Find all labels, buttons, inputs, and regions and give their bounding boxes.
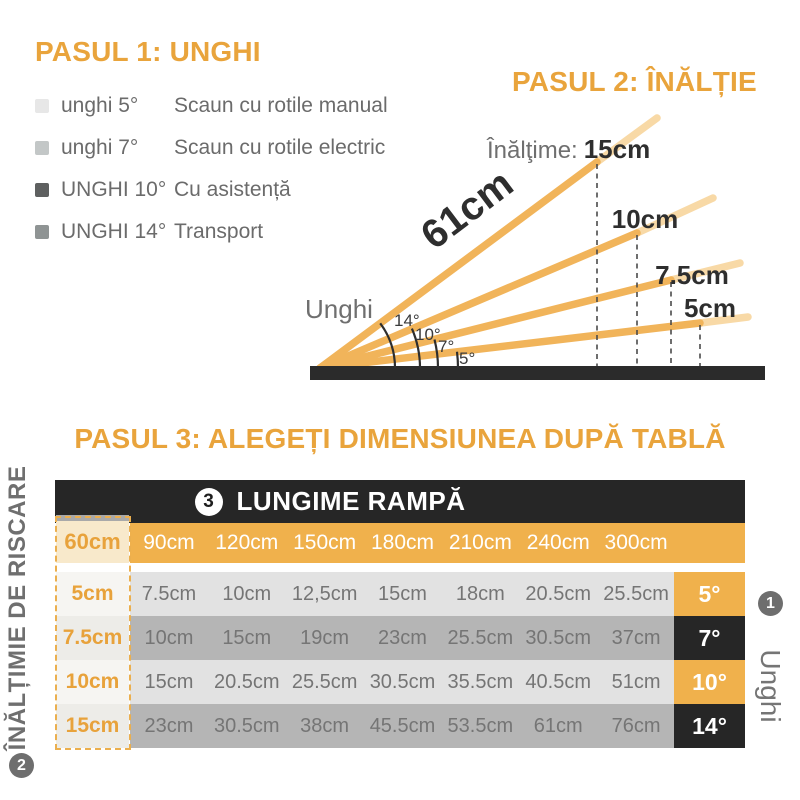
badge-2-number: 2	[17, 756, 26, 774]
height-cell-7-5cm: 7.5cm	[56, 616, 129, 660]
cell: 30.5cm	[369, 670, 436, 693]
cell: 76cm	[611, 714, 661, 737]
legend-angle-label: unghi 5°	[61, 94, 139, 117]
angle-cell-10deg: 10°	[674, 660, 745, 704]
badge-3-icon	[195, 488, 223, 516]
table-row-10deg	[130, 660, 675, 704]
legend-desc: Scaun cu rotile manual	[174, 94, 388, 117]
angle-arc-5deg	[457, 352, 458, 368]
badge-3-number: 3	[203, 490, 214, 512]
arc-label-7deg: 7°	[438, 337, 455, 356]
cell: 53.5cm	[447, 714, 514, 737]
table-header-bar	[55, 480, 745, 523]
table-row-5deg	[130, 572, 675, 616]
legend-angle-label: UNGHI 14°	[61, 220, 167, 243]
legend-desc: Scaun cu rotile electric	[174, 136, 386, 159]
cell: 51cm	[611, 670, 661, 693]
angle-word-label: Unghi	[305, 294, 373, 324]
cell: 35.5cm	[447, 670, 514, 693]
height-callout-value: 15cm	[583, 134, 651, 164]
col-header: 150cm	[293, 531, 357, 554]
cell: 10cm	[144, 626, 194, 649]
table-row-14deg	[130, 704, 675, 748]
cell: 10cm	[222, 582, 272, 605]
badge-1-number: 1	[766, 594, 775, 612]
legend-angle-label: unghi 7°	[61, 136, 139, 159]
step1-title: PASUL 1: UNGHI	[35, 36, 261, 67]
col-header: 90cm	[143, 531, 195, 554]
col-header: 120cm	[215, 531, 279, 554]
ramp-angle-diagram	[280, 80, 800, 390]
height-label-5cm: 5cm	[683, 293, 737, 323]
left-axis-label: ÎNĂLȚIMIE DE RISCARE	[4, 465, 31, 751]
cell: 61cm	[533, 714, 583, 737]
col-header: 210cm	[448, 531, 512, 554]
swatch-7deg-icon	[35, 141, 49, 155]
cell: 20.5cm	[525, 582, 591, 605]
cell: 30.5cm	[213, 714, 280, 737]
cell: 19cm	[300, 626, 350, 649]
col-header: 300cm	[604, 531, 668, 554]
height-callout	[486, 134, 650, 164]
legend-desc: Cu asistență	[174, 178, 291, 201]
step3-title: PASUL 3: ALEGEȚI DIMENSIUNEA DUPĂ TABLĂ	[74, 423, 726, 454]
cell: 23cm	[378, 626, 427, 649]
step2-title: PASUL 2: ÎNĂLȚIE	[512, 66, 757, 97]
cell: 23cm	[144, 714, 194, 737]
col-header: 180cm	[370, 531, 434, 554]
angle-cell-7deg: 7°	[674, 616, 745, 660]
cell: 15cm	[144, 670, 194, 693]
height-label-7-5cm: 7.5cm	[655, 260, 729, 290]
arc-label-10deg: 10°	[415, 325, 441, 344]
height-cell-15cm: 15cm	[56, 704, 129, 748]
height-cell-10cm: 10cm	[56, 660, 129, 704]
cell: 25.5cm	[291, 670, 358, 693]
ground-bar	[310, 366, 765, 380]
badge-2-icon	[9, 753, 34, 778]
cell: 45.5cm	[369, 714, 436, 737]
cell: 38cm	[300, 714, 350, 737]
swatch-5deg-icon	[35, 99, 49, 113]
right-axis-label: Unghi	[755, 649, 786, 723]
height-callout-label: Înălţime:	[487, 137, 578, 164]
height-cell-5cm: 5cm	[56, 572, 129, 616]
swatch-10deg-icon	[35, 183, 49, 197]
angle-cell-14deg: 14°	[674, 704, 745, 748]
arc-label-5deg: 5°	[459, 349, 476, 368]
cell: 40.5cm	[525, 670, 591, 693]
cell: 15cm	[378, 582, 427, 605]
cell: 20.5cm	[213, 670, 280, 693]
col-header: 240cm	[526, 531, 590, 554]
legend-angle-label: UNGHI 10°	[61, 178, 167, 201]
ramp-length-label: 61cm	[413, 161, 522, 258]
cell: 12,5cm	[291, 582, 358, 605]
cell: 15cm	[222, 626, 272, 649]
table-header-label: LUNGIME RAMPĂ	[236, 486, 466, 516]
cell: 7.5cm	[141, 582, 197, 605]
height-label-10cm: 10cm	[611, 204, 679, 234]
table-row-7deg	[130, 616, 675, 660]
cell: 25.5cm	[603, 582, 669, 605]
angle-cell-5deg: 5°	[674, 572, 745, 616]
cell: 30.5cm	[525, 626, 591, 649]
legend-desc: Transport	[174, 220, 264, 243]
cell: 18cm	[455, 582, 505, 605]
cell: 37cm	[611, 626, 661, 649]
badge-1-icon	[758, 591, 783, 616]
cell: 25.5cm	[447, 626, 514, 649]
length-columns-header	[130, 523, 745, 563]
swatch-14deg-icon	[35, 225, 49, 239]
arc-label-14deg: 14°	[394, 311, 420, 330]
origin-cell-60cm: 60cm	[56, 515, 129, 563]
